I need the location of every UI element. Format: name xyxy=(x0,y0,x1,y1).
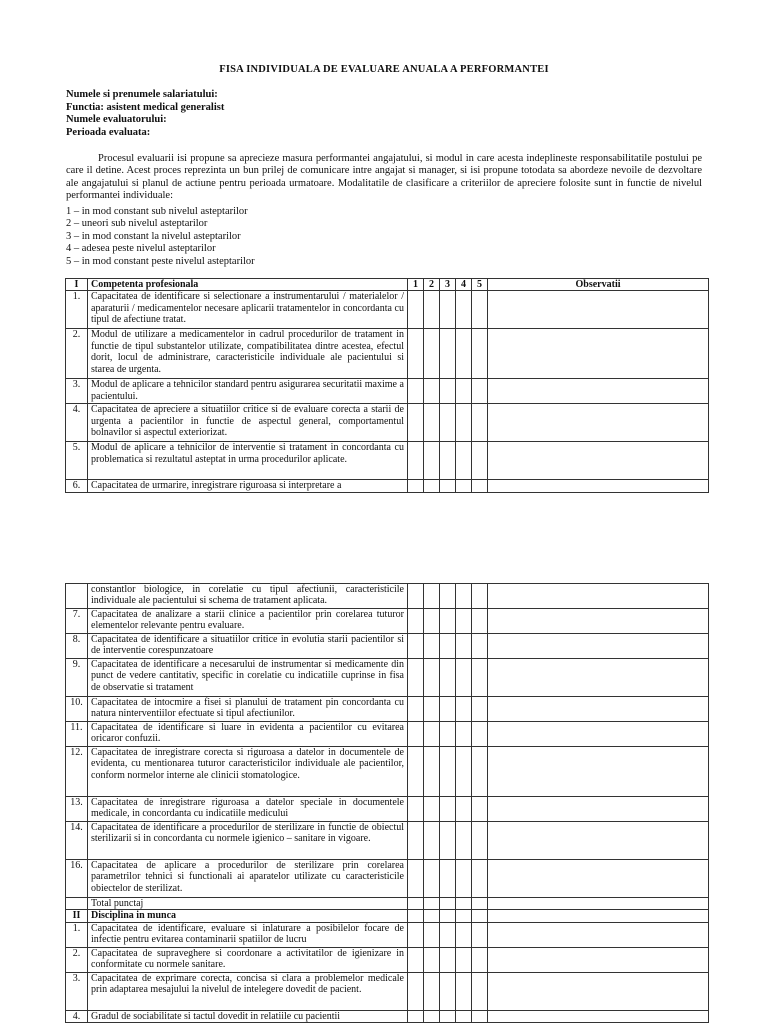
evaluation-table-part1 xyxy=(65,278,709,493)
item-number: 16. xyxy=(66,860,88,898)
score-cell-4[interactable] xyxy=(456,947,472,972)
item-criterion: constantlor biologice, in corelatie cu tipul afectiunii, caracteristicile individuale ale pacientului si schema de tratament aplicata. xyxy=(88,584,408,609)
item-number: 13. xyxy=(66,797,88,822)
score-cell-4[interactable] xyxy=(456,329,472,379)
item-number: 10. xyxy=(66,697,88,722)
score-cell-3[interactable] xyxy=(440,747,456,797)
section-number: I xyxy=(66,279,88,291)
score-cell-3[interactable] xyxy=(440,379,456,404)
score-cell-3[interactable] xyxy=(440,898,456,910)
score-cell-5[interactable] xyxy=(472,584,488,609)
observations-cell[interactable] xyxy=(488,609,709,634)
evaluation-table-part2 xyxy=(65,583,709,1023)
score-cell-4[interactable] xyxy=(456,910,472,922)
score-cell-2[interactable] xyxy=(424,797,440,822)
table-row xyxy=(66,442,709,480)
item-criterion: Capacitatea de urmarire, inregistrare riguroasa si interpretare a xyxy=(88,480,408,492)
score-cell-2[interactable] xyxy=(424,947,440,972)
scale-item: 5 – in mod constant peste nivelul asteptarilor xyxy=(66,255,255,267)
score-cell-2[interactable] xyxy=(424,379,440,404)
score-cell-1[interactable] xyxy=(408,898,424,910)
scale-item: 1 – in mod constant sub nivelul asteptarilor xyxy=(66,206,248,217)
score-cell-3[interactable] xyxy=(440,947,456,972)
score-cell-4[interactable] xyxy=(456,291,472,329)
item-criterion: Modul de utilizare a medicamentelor in cadrul procedurilor de tratament in functie de tipul substantelor utilizate, compatibilitatea dintre acestea, efectul dorit, locul de administrare, caracteristicile individuale ale pacientului si starea de urgenta. xyxy=(88,329,408,379)
observations-cell[interactable] xyxy=(488,972,709,1010)
table-header-row xyxy=(66,279,709,291)
item-criterion: Capacitatea de identificare si luare in evidenta a pacientilor cu evitarea oricaror confuzii. xyxy=(88,722,408,747)
score-cell-1[interactable] xyxy=(408,860,424,898)
score-cell-5[interactable] xyxy=(472,922,488,947)
observations-cell[interactable] xyxy=(488,922,709,947)
item-number: 9. xyxy=(66,659,88,697)
observations-cell[interactable] xyxy=(488,697,709,722)
field-employee-name: Numele si prenumele salariatului: xyxy=(66,89,218,100)
item-number: 12. xyxy=(66,747,88,797)
score-cell-1[interactable] xyxy=(408,947,424,972)
rating-scale xyxy=(66,206,255,268)
observations-cell[interactable] xyxy=(488,1010,709,1022)
score-cell-3[interactable] xyxy=(440,329,456,379)
score-cell-2[interactable] xyxy=(424,922,440,947)
section-number: II xyxy=(66,910,88,922)
score-cell-2[interactable] xyxy=(424,822,440,860)
observations-cell[interactable] xyxy=(488,860,709,898)
employee-fields xyxy=(66,89,224,139)
score-cell-2[interactable] xyxy=(424,1010,440,1022)
observations-cell[interactable] xyxy=(488,634,709,659)
score-cell-2[interactable] xyxy=(424,898,440,910)
score-cell-2[interactable] xyxy=(424,329,440,379)
table-row xyxy=(66,480,709,492)
score-cell-5[interactable] xyxy=(472,609,488,634)
score-cell-4[interactable] xyxy=(456,898,472,910)
item-number: 7. xyxy=(66,609,88,634)
score-cell-2[interactable] xyxy=(424,404,440,442)
score-cell-3[interactable] xyxy=(440,722,456,747)
observations-cell[interactable] xyxy=(488,442,709,480)
item-number: 4. xyxy=(66,404,88,442)
score-cell-1[interactable] xyxy=(408,584,424,609)
score-cell-3[interactable] xyxy=(440,1010,456,1022)
score-cell-2[interactable] xyxy=(424,722,440,747)
score-cell-4[interactable] xyxy=(456,634,472,659)
rating-header-1: 1 xyxy=(408,279,424,291)
score-cell-3[interactable] xyxy=(440,291,456,329)
item-number: 3. xyxy=(66,972,88,1010)
score-cell-3[interactable] xyxy=(440,404,456,442)
item-criterion: Capacitatea de inregistrare corecta si riguroasa a datelor in documentele de evidenta, cu mentionarea tuturor caracteristicilor individuale ale pacientilor, conform normelor interne ale clinicii stomatologice. xyxy=(88,747,408,797)
item-criterion: Capacitatea de apreciere a situatiilor critice si de evaluare corecta a starii de urgenta a pacientilor in functie de aspectul general, comportamentul bolnavilor si aspectul exteriorizat. xyxy=(88,404,408,442)
score-cell-5[interactable] xyxy=(472,822,488,860)
observations-cell[interactable] xyxy=(488,822,709,860)
score-cell-5[interactable] xyxy=(472,697,488,722)
score-cell-1[interactable] xyxy=(408,404,424,442)
score-cell-4[interactable] xyxy=(456,480,472,492)
score-cell-4[interactable] xyxy=(456,860,472,898)
score-cell-5[interactable] xyxy=(472,291,488,329)
score-cell-1[interactable] xyxy=(408,922,424,947)
score-cell-3[interactable] xyxy=(440,609,456,634)
field-evaluation-period: Perioada evaluata: xyxy=(66,126,151,138)
item-criterion: Capacitatea de identificare si selectionare a instrumentarului / materialelor / aparaturii / medicamentelor necesare aplicarii tratamentelor in concordanta cu tipul de afectiune tratat. xyxy=(88,291,408,329)
item-number: 3. xyxy=(66,379,88,404)
score-cell-1[interactable] xyxy=(408,722,424,747)
score-cell-1[interactable] xyxy=(408,747,424,797)
score-cell-5[interactable] xyxy=(472,480,488,492)
score-cell-4[interactable] xyxy=(456,822,472,860)
table-row xyxy=(66,329,709,379)
score-cell-1[interactable] xyxy=(408,442,424,480)
score-cell-3[interactable] xyxy=(440,860,456,898)
score-cell-5[interactable] xyxy=(472,634,488,659)
score-cell-1[interactable] xyxy=(408,822,424,860)
observations-cell[interactable] xyxy=(488,910,709,922)
item-number: 1. xyxy=(66,922,88,947)
item-criterion: Capacitatea de inregistrare riguroasa a datelor speciale in documentele medicale, in concordanta cu indicatiile medicului xyxy=(88,797,408,822)
item-criterion: Capacitatea de supraveghere si coordonare a activitatilor de igienizare in conformitate cu normele sanitare. xyxy=(88,947,408,972)
score-cell-2[interactable] xyxy=(424,747,440,797)
item-criterion: Capacitatea de exprimare corecta, concisa si clara a problemelor medicale prin adaptarea mesajului la nivelul de intelegere dovedit de pacient. xyxy=(88,972,408,1010)
score-cell-5[interactable] xyxy=(472,442,488,480)
rating-header-3: 3 xyxy=(440,279,456,291)
score-cell-5[interactable] xyxy=(472,860,488,898)
score-cell-4[interactable] xyxy=(456,797,472,822)
section-header-row xyxy=(66,910,709,922)
field-evaluator-name: Numele evaluatorului: xyxy=(66,114,167,126)
item-number xyxy=(66,584,88,609)
score-cell-2[interactable] xyxy=(424,442,440,480)
item-criterion: Capacitatea de identificare a necesarului de instrumentar si medicamente din punct de vedere cantitativ, specific in corelatie cu indicatiile cuprinse in fisa de observatie si tratament xyxy=(88,659,408,697)
rating-header-4: 4 xyxy=(456,279,472,291)
score-cell-1[interactable] xyxy=(408,480,424,492)
observations-cell[interactable] xyxy=(488,947,709,972)
score-cell-1[interactable] xyxy=(408,1010,424,1022)
score-cell-2[interactable] xyxy=(424,480,440,492)
item-criterion: Capacitatea de analizare a starii clinice a pacientilor prin corelarea tuturor elementelor relevante pentru evaluare. xyxy=(88,609,408,634)
field-position: Functia: asistent medical generalist xyxy=(66,101,225,113)
score-cell-2[interactable] xyxy=(424,584,440,609)
document-title: FISA INDIVIDUALA DE EVALUARE ANUALA A PERFORMANTEI xyxy=(219,64,549,75)
item-number xyxy=(66,898,88,910)
score-cell-3[interactable] xyxy=(440,480,456,492)
score-cell-5[interactable] xyxy=(472,329,488,379)
score-cell-4[interactable] xyxy=(456,659,472,697)
score-cell-4[interactable] xyxy=(456,747,472,797)
score-cell-3[interactable] xyxy=(440,634,456,659)
item-criterion: Capacitatea de identificare, evaluare si inlaturare a posibilelor focare de infectie pentru evitarea contaminarii spatiilor de lucru xyxy=(88,922,408,947)
table-row xyxy=(66,634,709,659)
score-cell-5[interactable] xyxy=(472,797,488,822)
item-criterion: Capacitatea de identificare a situatiilor critice in evolutia starii pacientilor si de interventie corespunzatoare xyxy=(88,634,408,659)
score-cell-1[interactable] xyxy=(408,910,424,922)
score-cell-2[interactable] xyxy=(424,972,440,1010)
item-number: 4. xyxy=(66,1010,88,1022)
score-cell-5[interactable] xyxy=(472,910,488,922)
table-row xyxy=(66,747,709,797)
item-number: 8. xyxy=(66,634,88,659)
item-criterion: Capacitatea de intocmire a fisei si planului de tratament pin concordanta cu natura ninterventiilor efectuate si tipul afectiunilor. xyxy=(88,697,408,722)
score-cell-5[interactable] xyxy=(472,1010,488,1022)
observations-cell[interactable] xyxy=(488,659,709,697)
item-criterion: Capacitatea de aplicare a procedurilor de sterilizare prin corelarea parametrilor tehnici si functionali ai aparatelor utilizate cu caracteristicile obiectelor de sterilizat. xyxy=(88,860,408,898)
observations-cell[interactable] xyxy=(488,797,709,822)
score-cell-3[interactable] xyxy=(440,972,456,1010)
item-number: 6. xyxy=(66,480,88,492)
item-number: 11. xyxy=(66,722,88,747)
observations-cell[interactable] xyxy=(488,898,709,910)
item-number: 2. xyxy=(66,947,88,972)
table-row xyxy=(66,947,709,972)
item-criterion: Modul de aplicare a tehnicilor de interventie si tratament in concordanta cu problematica si rezultatul asteptat in urma procedurilor aplicate. xyxy=(88,442,408,480)
observations-header: Observatii xyxy=(488,279,709,291)
score-cell-4[interactable] xyxy=(456,697,472,722)
observations-cell[interactable] xyxy=(488,329,709,379)
table-row xyxy=(66,404,709,442)
item-criterion: Capacitatea de identificare a procedurilor de sterilizare in functie de obiectul sterilizarii si in concordanta cu normele igienico – sanitare in vigoare. xyxy=(88,822,408,860)
score-cell-2[interactable] xyxy=(424,634,440,659)
section-title: Competenta profesionala xyxy=(88,279,408,291)
score-cell-5[interactable] xyxy=(472,947,488,972)
score-cell-5[interactable] xyxy=(472,747,488,797)
score-cell-5[interactable] xyxy=(472,898,488,910)
table-row xyxy=(66,898,709,910)
score-cell-4[interactable] xyxy=(456,722,472,747)
table-row xyxy=(66,972,709,1010)
observations-cell[interactable] xyxy=(488,291,709,329)
score-cell-1[interactable] xyxy=(408,659,424,697)
score-cell-4[interactable] xyxy=(456,379,472,404)
score-cell-5[interactable] xyxy=(472,972,488,1010)
score-cell-2[interactable] xyxy=(424,910,440,922)
table-row xyxy=(66,291,709,329)
observations-cell[interactable] xyxy=(488,480,709,492)
score-cell-3[interactable] xyxy=(440,697,456,722)
score-cell-3[interactable] xyxy=(440,797,456,822)
score-cell-3[interactable] xyxy=(440,922,456,947)
score-cell-5[interactable] xyxy=(472,659,488,697)
score-cell-3[interactable] xyxy=(440,442,456,480)
score-cell-4[interactable] xyxy=(456,1010,472,1022)
table-row xyxy=(66,722,709,747)
rating-header-5: 5 xyxy=(472,279,488,291)
item-criterion: Modul de aplicare a tehnicilor standard pentru asigurarea securitatii maxime a pacientului. xyxy=(88,379,408,404)
table-row xyxy=(66,860,709,898)
score-cell-2[interactable] xyxy=(424,860,440,898)
score-cell-2[interactable] xyxy=(424,659,440,697)
score-cell-1[interactable] xyxy=(408,329,424,379)
table-row xyxy=(66,379,709,404)
page-break-gap xyxy=(0,497,768,582)
item-number: 5. xyxy=(66,442,88,480)
score-cell-3[interactable] xyxy=(440,659,456,697)
table-row xyxy=(66,697,709,722)
scale-item: 3 – in mod constant la nivelul asteptarilor xyxy=(66,230,241,242)
score-cell-1[interactable] xyxy=(408,634,424,659)
score-cell-2[interactable] xyxy=(424,609,440,634)
score-cell-1[interactable] xyxy=(408,972,424,1010)
observations-cell[interactable] xyxy=(488,747,709,797)
observations-cell[interactable] xyxy=(488,722,709,747)
item-number: 1. xyxy=(66,291,88,329)
score-cell-4[interactable] xyxy=(456,609,472,634)
observations-cell[interactable] xyxy=(488,379,709,404)
score-cell-1[interactable] xyxy=(408,697,424,722)
scale-item: 2 – uneori sub nivelul asteptarilor xyxy=(66,218,208,230)
scale-item: 4 – adesea peste nivelul asteptarilor xyxy=(66,243,216,255)
score-cell-3[interactable] xyxy=(440,584,456,609)
rating-header-2: 2 xyxy=(424,279,440,291)
score-cell-1[interactable] xyxy=(408,291,424,329)
score-cell-4[interactable] xyxy=(456,922,472,947)
score-cell-1[interactable] xyxy=(408,797,424,822)
table-row xyxy=(66,1010,709,1022)
table-row xyxy=(66,584,709,609)
score-cell-3[interactable] xyxy=(440,910,456,922)
score-cell-1[interactable] xyxy=(408,379,424,404)
score-cell-1[interactable] xyxy=(408,609,424,634)
table-row xyxy=(66,609,709,634)
table-row xyxy=(66,797,709,822)
item-criterion: Gradul de sociabilitate si tactul dovedit in relatiile cu pacientii xyxy=(88,1010,408,1022)
score-cell-4[interactable] xyxy=(456,584,472,609)
score-cell-5[interactable] xyxy=(472,379,488,404)
score-cell-4[interactable] xyxy=(456,972,472,1010)
observations-cell[interactable] xyxy=(488,584,709,609)
intro-paragraph: Procesul evaluarii isi propune sa aprecieze masura performantei angajatului, si modul in care acesta indeplineste responsabilitatile postului pe care il detine. Acest proces reprezinta un bun prilej de comunicare intre angajat si manager, si isi propune totodata sa abordeze nevoile de dezvoltare ale angajatului si planul de actiune pentru perioada urmatoare. Modalitatile de clasificare a criteriilor de apreciere folosite sunt in functie de nivelul performantei individuale: xyxy=(66,153,702,202)
table-row xyxy=(66,922,709,947)
item-number: 2. xyxy=(66,329,88,379)
item-criterion: Total punctaj xyxy=(88,898,408,910)
score-cell-5[interactable] xyxy=(472,404,488,442)
score-cell-2[interactable] xyxy=(424,697,440,722)
score-cell-5[interactable] xyxy=(472,722,488,747)
observations-cell[interactable] xyxy=(488,404,709,442)
score-cell-4[interactable] xyxy=(456,442,472,480)
score-cell-3[interactable] xyxy=(440,822,456,860)
score-cell-2[interactable] xyxy=(424,291,440,329)
item-number: 14. xyxy=(66,822,88,860)
section-title: Disciplina in munca xyxy=(88,910,408,922)
table-row xyxy=(66,822,709,860)
table-row xyxy=(66,659,709,697)
score-cell-4[interactable] xyxy=(456,404,472,442)
